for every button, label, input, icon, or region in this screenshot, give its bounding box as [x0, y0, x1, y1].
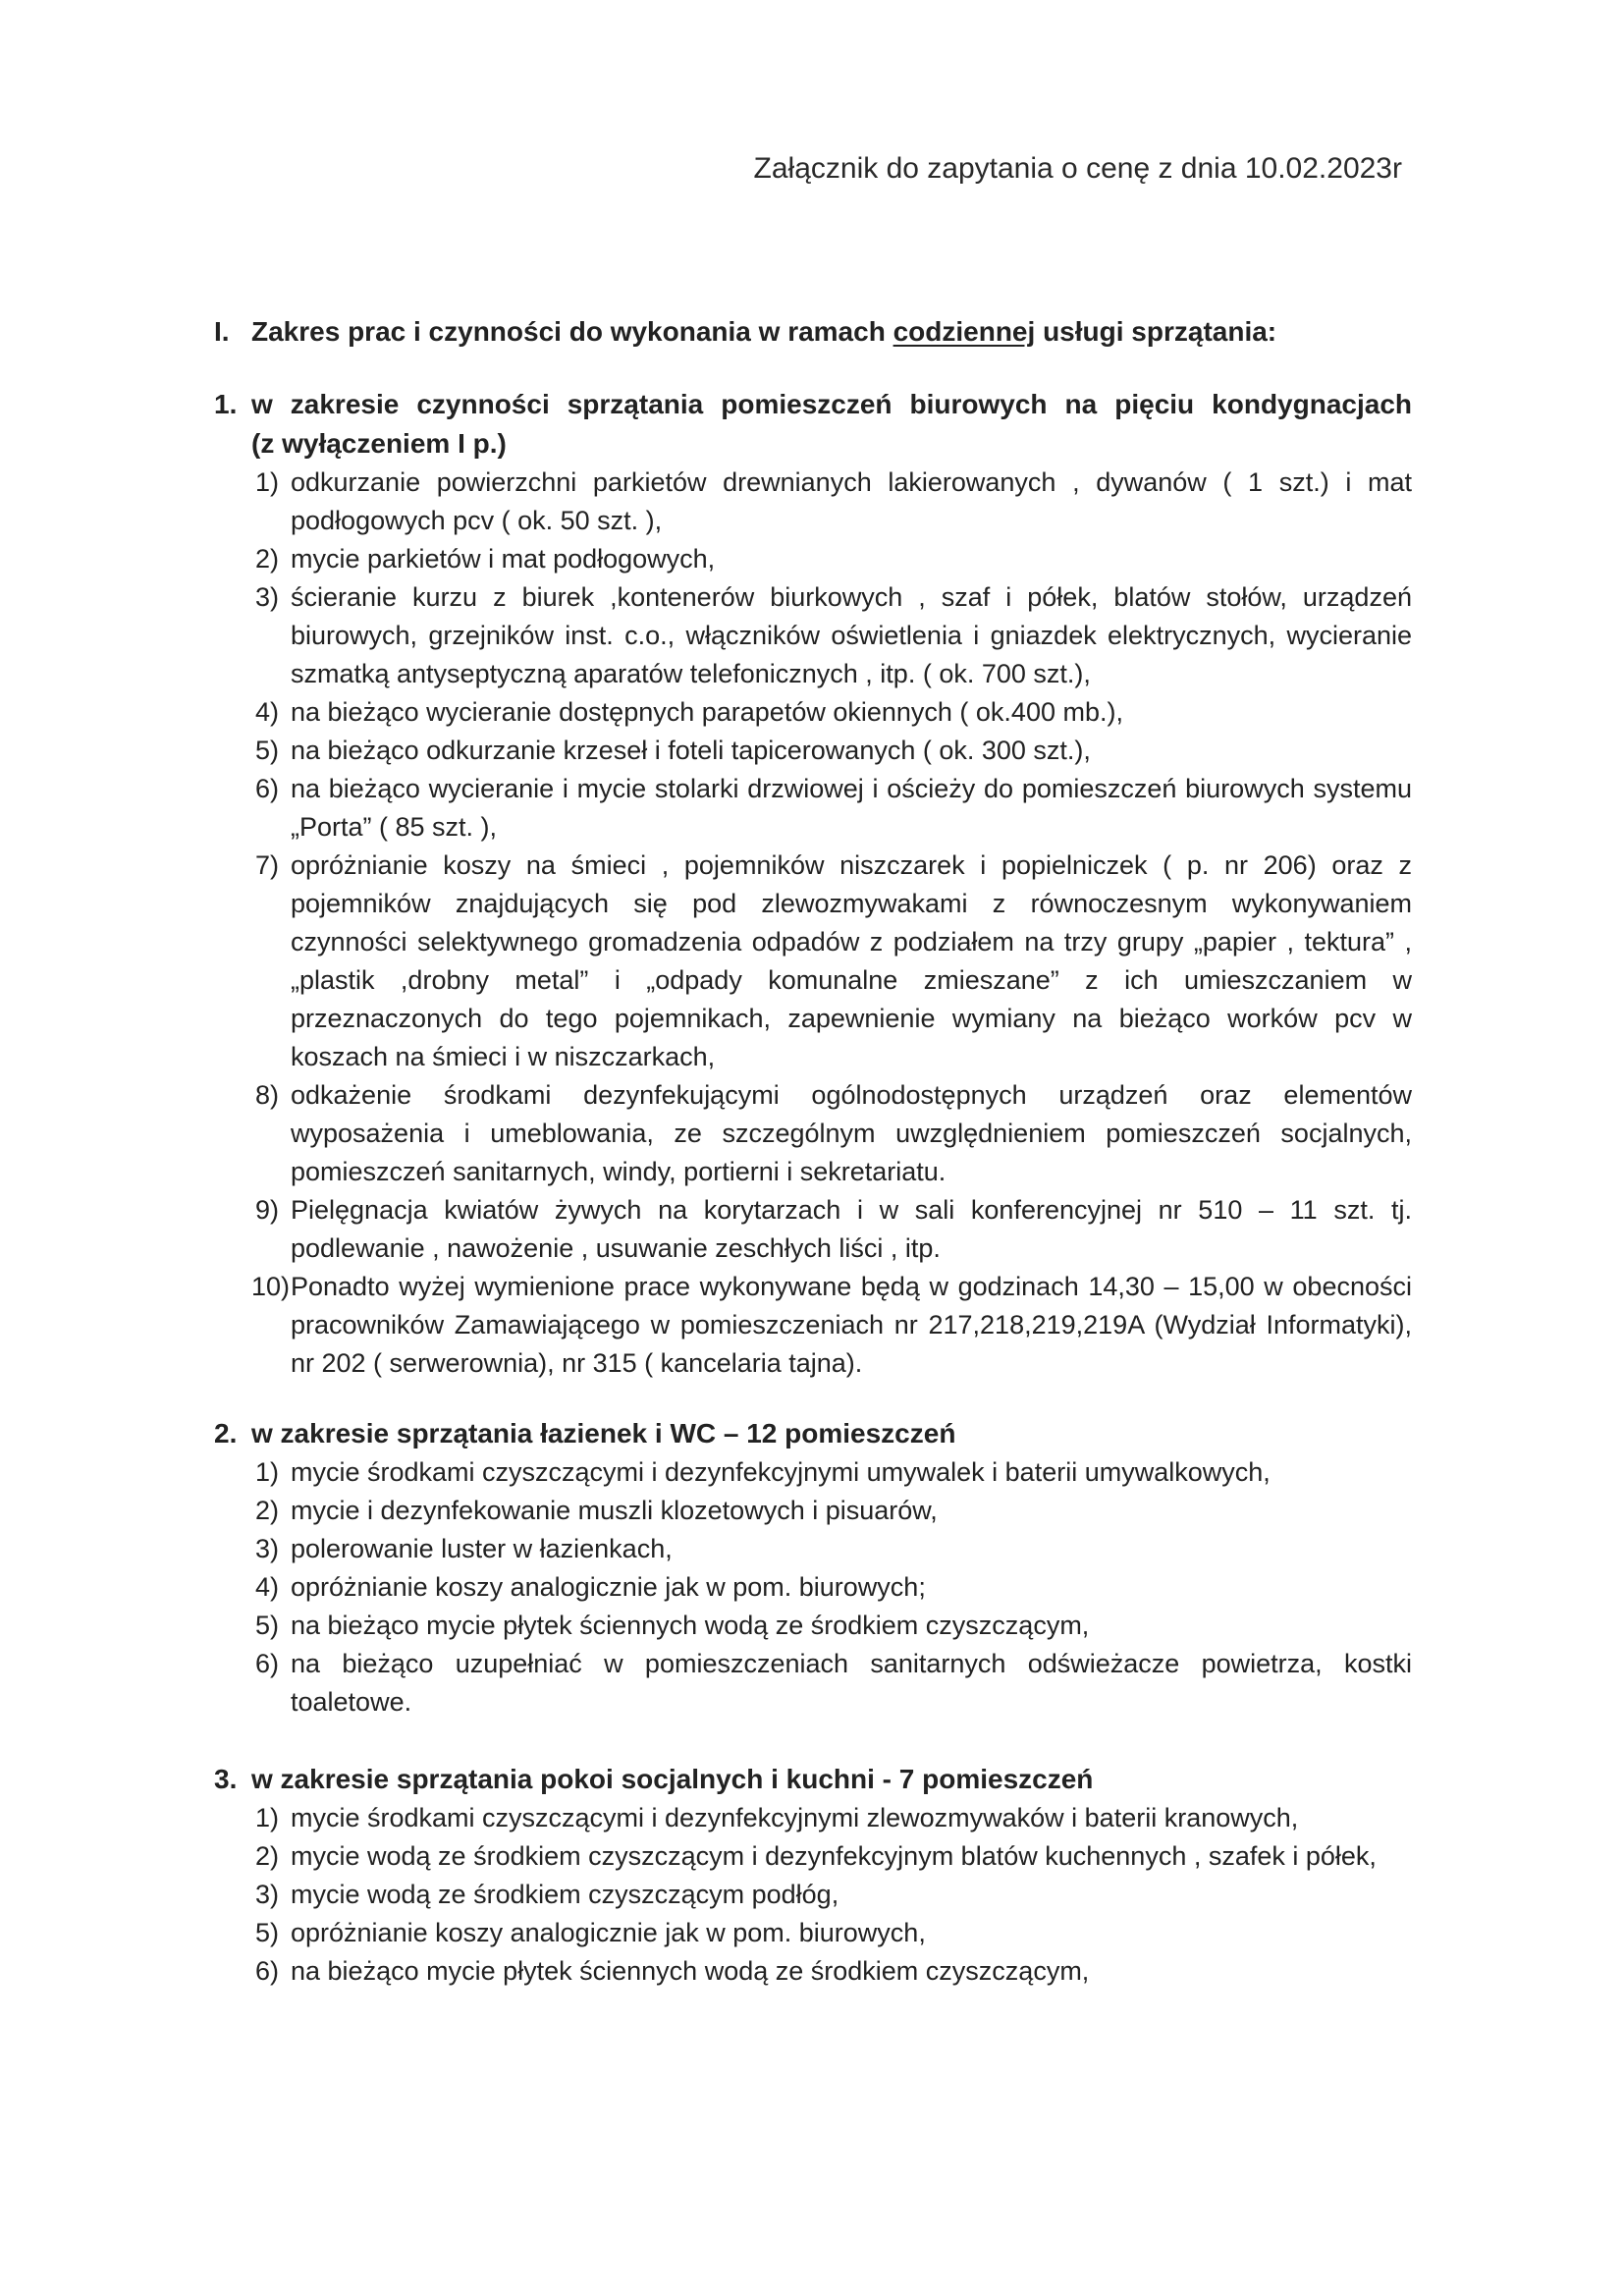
task-list	[214, 1453, 1412, 1722]
list-item	[214, 1530, 1412, 1568]
section-number: I.	[214, 316, 230, 347]
group-kitchens	[214, 1760, 1412, 1991]
item-number: 3)	[255, 1534, 280, 1563]
list-item	[214, 847, 1412, 1076]
group-bathrooms	[214, 1414, 1412, 1722]
section-title-underlined: codziennej	[893, 316, 1036, 347]
list-item	[214, 693, 1412, 732]
item-text: odkażenie środkami dezynfekującymi ogólnodostępnych urządzeń oraz elementów wyposażenia i umeblowania, ze szczególnym uwzględnieniem pomieszczeń socjalnych, pomieszczeń sanitarnych, windy, portierni i sekretariatu.	[291, 1080, 1412, 1186]
item-text: mycie parkietów i mat podłogowych,	[291, 544, 716, 574]
item-number: 3)	[255, 1880, 280, 1909]
item-number: 1)	[255, 1457, 280, 1487]
group-heading	[214, 385, 1412, 464]
item-number: 8)	[255, 1080, 280, 1110]
list-item	[214, 1645, 1412, 1722]
item-number: 6)	[255, 774, 280, 803]
group-title-line1: w zakresie czynności sprzątania pomieszczeń biurowych na pięciu kondygnacjach	[251, 389, 1412, 419]
task-list	[214, 464, 1412, 1383]
item-text: mycie wodą ze środkiem czyszczącym i dezynfekcyjnym blatów kuchennych , szafek i półek,	[291, 1841, 1377, 1871]
item-number: 5)	[255, 1918, 280, 1947]
item-number: 5)	[255, 1611, 280, 1640]
list-item	[214, 1268, 1412, 1383]
list-item	[214, 1876, 1412, 1914]
list-item	[214, 770, 1412, 847]
item-text: opróżnianie koszy analogicznie jak w pom. biurowych,	[291, 1918, 926, 1947]
item-text: na bieżąco odkurzanie krzeseł i foteli tapicerowanych ( ok. 300 szt.),	[291, 736, 1091, 765]
group-title-line1: w zakresie sprzątania pokoi socjalnych i kuchni - 7 pomieszczeń	[251, 1764, 1094, 1794]
group-heading	[214, 1414, 1412, 1453]
task-list	[214, 1799, 1412, 1991]
group-title-line2: (z wyłączeniem I p.)	[251, 428, 507, 459]
item-text: Ponadto wyżej wymienione prace wykonywane będą w godzinach 14,30 – 15,00 w obecności pracowników Zamawiającego w pomieszczeniach nr 217,218,219,219A (Wydział Informatyki), nr 202 ( serwerownia), nr 315 ( kancelaria tajna).	[291, 1272, 1412, 1378]
item-number: 5)	[255, 736, 280, 765]
list-item	[214, 540, 1412, 578]
list-item	[214, 578, 1412, 693]
item-text: mycie i dezynfekowanie muszli klozetowych i pisuarów,	[291, 1496, 938, 1525]
item-number: 1)	[255, 467, 280, 497]
list-item	[214, 1191, 1412, 1268]
item-number: 2)	[255, 1841, 280, 1871]
list-item	[214, 1076, 1412, 1191]
list-item	[214, 1837, 1412, 1876]
list-item	[214, 1607, 1412, 1645]
list-item	[214, 1914, 1412, 1952]
group-heading	[214, 1760, 1412, 1799]
item-number: 2)	[255, 544, 280, 574]
item-text: mycie środkami czyszczącymi i dezynfekcyjnymi zlewozmywaków i baterii kranowych,	[291, 1803, 1299, 1832]
section-title	[214, 312, 1412, 352]
group-number: 2.	[214, 1418, 238, 1449]
item-number: 4)	[255, 697, 280, 727]
list-item	[214, 1952, 1412, 1991]
list-item	[214, 1453, 1412, 1492]
group-title-line1: w zakresie sprzątania łazienek i WC – 12 pomieszczeń	[251, 1418, 956, 1449]
section-title-before: Zakres prac i czynności do wykonania w ramach	[251, 316, 893, 347]
item-text: na bieżąco uzupełniać w pomieszczeniach sanitarnych odświeżacze powietrza, kostki toaletowe.	[291, 1649, 1412, 1717]
item-text: polerowanie luster w łazienkach,	[291, 1534, 673, 1563]
item-number: 4)	[255, 1572, 280, 1602]
item-number: 3)	[255, 582, 280, 612]
item-number: 1)	[255, 1803, 280, 1832]
item-text: ścieranie kurzu z biurek ,kontenerów biurkowych , szaf i półek, blatów stołów, urządzeń biurowych, grzejników inst. c.o., włączników oświetlenia i gniazdek elektrycznych, wycieranie szmatką antyseptyczną aparatów telefonicznych , itp. ( ok. 700 szt.),	[291, 582, 1412, 688]
item-number: 7)	[255, 850, 280, 880]
item-text: Pielęgnacja kwiatów żywych na korytarzach i w sali konferencyjnej nr 510 – 11 szt. tj. podlewanie , nawożenie , usuwanie zeschłych liści , itp.	[291, 1195, 1412, 1263]
item-text: odkurzanie powierzchni parkietów drewnianych lakierowanych , dywanów ( 1 szt.) i mat podłogowych pcv ( ok. 50 szt. ),	[291, 467, 1412, 535]
item-text: opróżnianie koszy na śmieci , pojemników niszczarek i popielniczek ( p. nr 206) oraz z pojemników znajdujących się pod zlewozmywakami z równoczesnym wykonywaniem czynności selektywnego gromadzenia odpadów z podziałem na trzy grupy „papier , tektura” , „plastik ,drobny metal” i „odpady komunalne zmieszane” z ich umieszczaniem w przeznaczonych do tego pojemnikach, zapewnienie wymiany na bieżąco worków pcv w koszach na śmieci i w niszczarkach,	[291, 850, 1412, 1071]
item-number: 2)	[255, 1496, 280, 1525]
item-text: na bieżąco wycieranie i mycie stolarki drzwiowej i ościeży do pomieszczeń biurowych systemu „Porta” ( 85 szt. ),	[291, 774, 1412, 842]
item-text: mycie wodą ze środkiem czyszczącym podłóg,	[291, 1880, 839, 1909]
item-text: na bieżąco mycie płytek ściennych wodą ze środkiem czyszczącym,	[291, 1956, 1090, 1986]
item-number: 10)	[251, 1272, 291, 1301]
list-item	[214, 1492, 1412, 1530]
group-number: 3.	[214, 1764, 238, 1794]
list-item	[214, 1568, 1412, 1607]
section-title-after: usługi sprzątania:	[1035, 316, 1277, 347]
item-number: 6)	[255, 1956, 280, 1986]
item-text: opróżnianie koszy analogicznie jak w pom. biurowych;	[291, 1572, 926, 1602]
item-text: mycie środkami czyszczącymi i dezynfekcyjnymi umywalek i baterii umywalkowych,	[291, 1457, 1271, 1487]
list-item	[214, 732, 1412, 770]
attachment-header: Załącznik do zapytania o cenę z dnia 10.02.2023r	[753, 152, 1402, 185]
item-text: na bieżąco wycieranie dostępnych parapetów okiennych ( ok.400 mb.),	[291, 697, 1123, 727]
group-number: 1.	[214, 389, 238, 419]
item-number: 9)	[255, 1195, 280, 1225]
group-office-rooms	[214, 385, 1412, 1383]
list-item	[214, 464, 1412, 540]
item-number: 6)	[255, 1649, 280, 1678]
list-item	[214, 1799, 1412, 1837]
item-text: na bieżąco mycie płytek ściennych wodą ze środkiem czyszczącym,	[291, 1611, 1090, 1640]
